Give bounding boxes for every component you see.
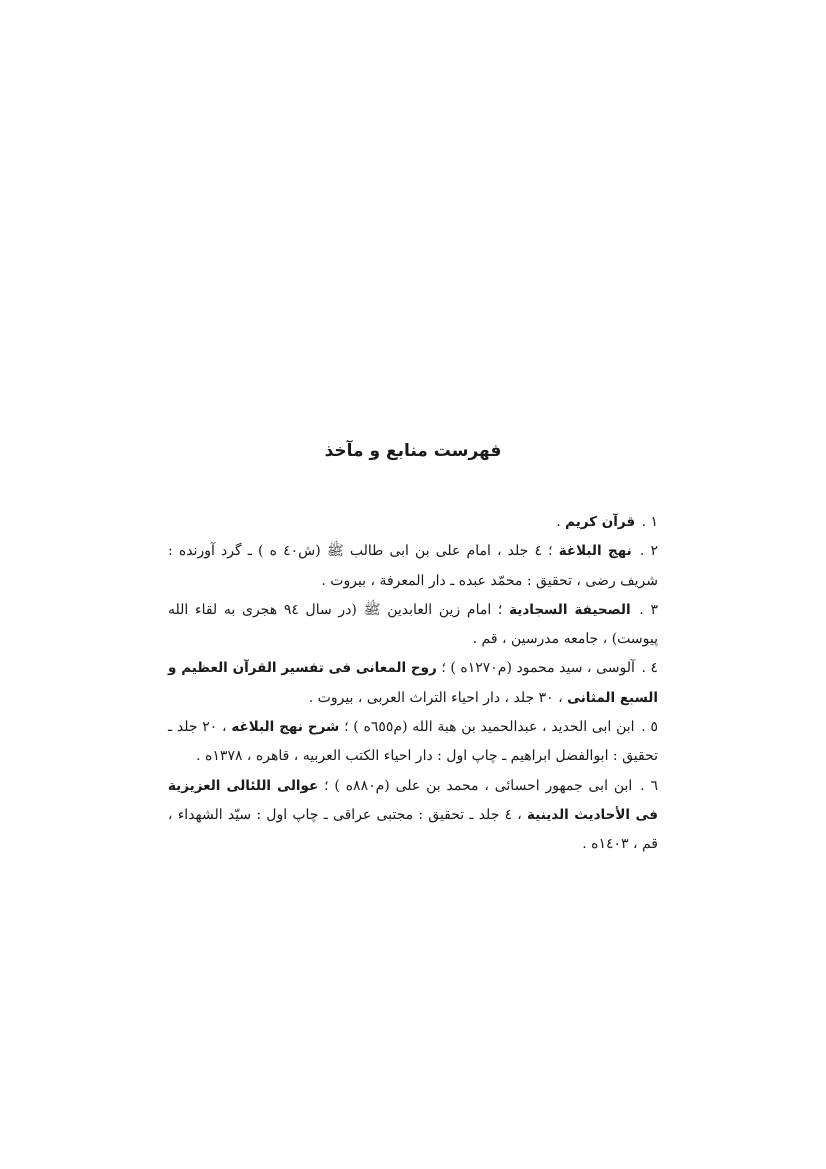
reference-title: نهج البلاغة	[558, 543, 632, 560]
reference-number: ٢ .	[639, 543, 659, 560]
reference-title: قرآن کریم	[565, 514, 636, 530]
reference-author: آلوسی ، سید محمود (م١٢٧٠ه ) ؛	[436, 660, 635, 677]
reference-number: ٦ .	[640, 777, 658, 794]
reference-details: ؛ امام زین العابدین ﷺ (در سال ٩٤ هجری به لقاء الله پیوست) ، جامعه مدرسین ، قم .	[168, 601, 658, 648]
reference-number: ١ .	[641, 514, 658, 530]
reference-details: .	[556, 514, 566, 530]
reference-list	[168, 508, 658, 860]
reference-title: الصحیفة السجادیة	[509, 601, 631, 618]
reference-number: ٥ .	[641, 719, 659, 736]
reference-details: ، ٢٠ جلد ـ تحقیق : ابوالفضل ابراهیم ـ چاپ اول : دار احیاء الکتب العربیه ، قاهره ، ١٣٧٨ه .	[168, 719, 658, 765]
reference-item	[168, 508, 658, 537]
reference-title: روح المعانی فی تفسیر القرآن العظیم و السبع المثانی	[168, 660, 658, 706]
reference-title: شرح نهج البلاغه	[231, 719, 340, 736]
reference-author: ابن ابی الحدید ، عبدالحمید بن هبة الله (م٦٥٥ه ) ؛	[339, 719, 635, 736]
reference-number: ٣ .	[639, 601, 658, 618]
reference-author: ابن ابی جمهور احسائی ، محمد بن علی (م٨٨٠ه ) ؛	[318, 777, 633, 794]
reference-details: ، ٣٠ جلد ، دار احیاء التراث العربی ، بیروت .	[308, 689, 568, 706]
reference-item	[168, 772, 658, 860]
reference-item	[168, 654, 658, 713]
reference-item	[168, 713, 658, 772]
reference-item	[168, 537, 658, 596]
page-title: فهرست منابع و مآخذ	[324, 441, 502, 461]
reference-item	[168, 596, 658, 655]
reference-title: عوالی اللئالی العزیزیة فی الأحادیث الدینیة	[168, 777, 658, 823]
reference-details: ؛ ٤ جلد ، امام علی بن ابی طالب ﷺ (ش٤٠ ه ) ـ گرد آورنده : شریف رضی ، تحقیق : محمّد عبده ـ دار المعرفة ، بیروت .	[168, 543, 658, 589]
reference-number: ٤ .	[641, 660, 658, 677]
reference-details: ، ٤ جلد ـ تحقیق : مجتبی عراقی ـ چاپ اول : سیّد الشهداء ، قم ، ١٤٠٣ه .	[168, 806, 658, 853]
